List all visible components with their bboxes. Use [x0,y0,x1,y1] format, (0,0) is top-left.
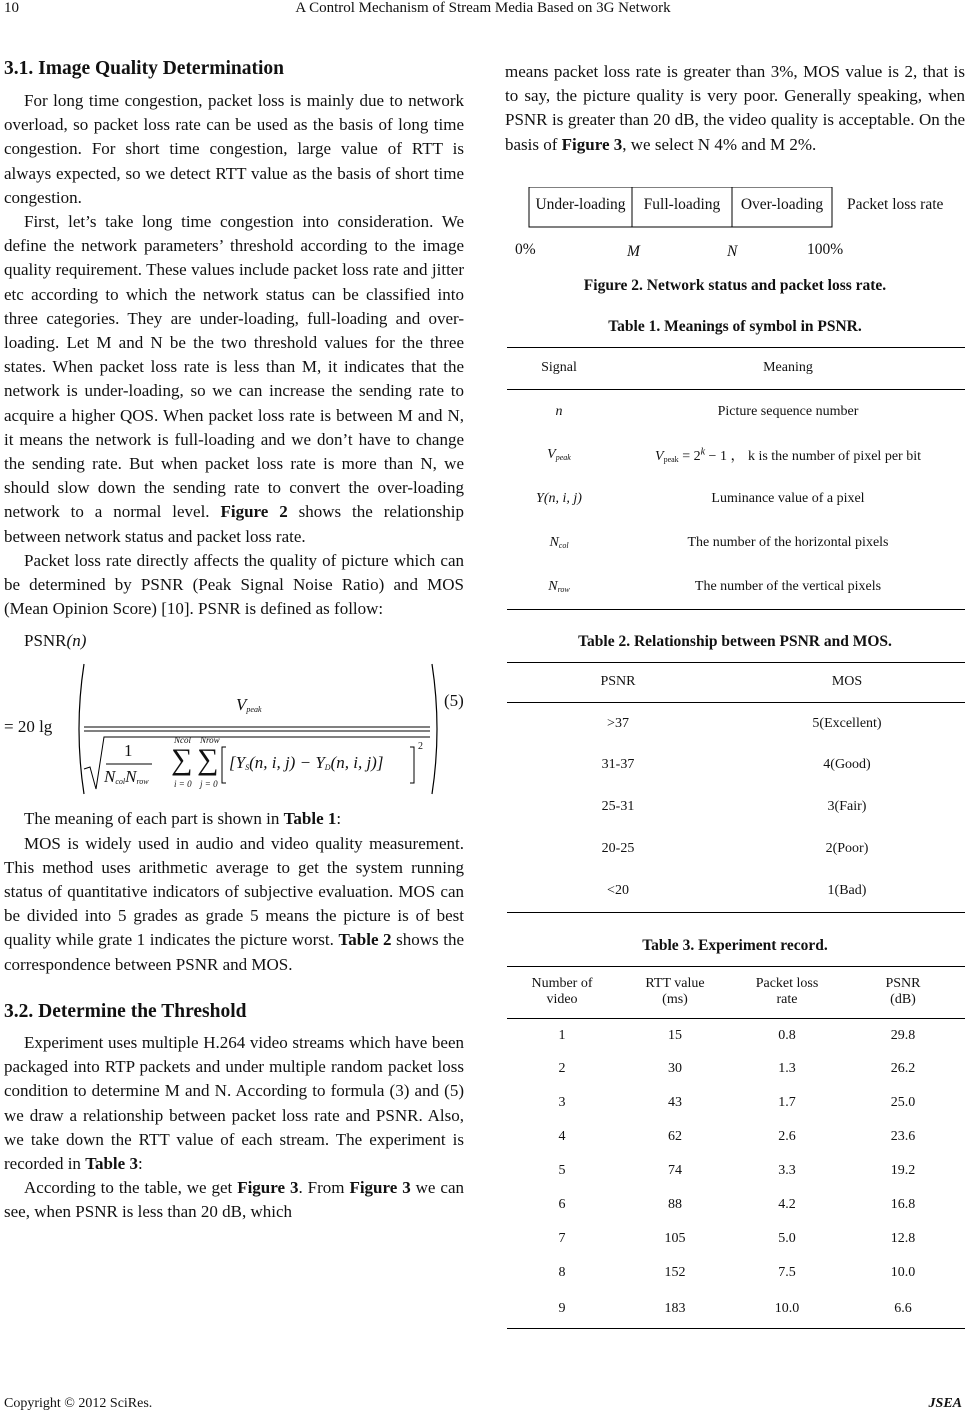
equation-number: (5) [444,691,464,711]
equation-numerator: $V_{peak}$ [236,695,262,715]
paragraph-long-time-congestion: For long time congestion, packet loss is mainly due to network overload, so packet loss rate can be used as the basis of long time congestion. For short time congestion, large value of RTT is always expected, so we detect RTT value as the basis of short time congestion. [4,91,464,207]
table-1 [507,347,965,610]
table-3-row: 8 152 7.5 10.0 [558,1265,916,1281]
figure-2-ref: Figure 2 [220,502,288,522]
tick-0-percent: 0% [515,240,536,258]
table-3-ref: Table 3 [85,1153,138,1173]
figure-2-caption: Figure 2. Network status and packet loss rate. [583,276,887,294]
table-1-caption: Table 1. Meanings of symbol in PSNR. [608,317,862,335]
table-2-row: >37 5(Excellent) [607,715,882,731]
table-1-ref: Table 1 [283,809,337,829]
table-3-header-psnr: PSNR (dB) [841,966,965,1018]
table-1-row: $V_{peak}$ $V_{peak} = 2^k - 1$ ， k is the number of pixel per bit [547,446,921,465]
table-2-caption: Table 2. Relationship between PSNR and MOS. [578,632,892,650]
table-3-row: 1 15 0.8 29.8 [558,1027,916,1043]
figure-3-ref-a: Figure 3 [237,1178,299,1198]
paragraph-experiment: Experiment uses multiple H.264 video streams which have been packaged into RTP packets and under multiple random packet loss condition to determine M and N. According to formula (3) and (5) we draw a relationship between packet loss rate and PSNR. Also, we take down the RTT value of each stream. The experiment is recorded in Table 3: [4,1032,464,1173]
table-3-row: 6 88 4.2 16.8 [558,1197,916,1213]
paragraph-psnr-intro: Packet loss rate directly affects the quality of picture which can be determined by PSNR (Peak Signal Noise Ratio) and MOS (Mean Opinion Score) [10]. PSNR is defined as follow: [4,550,464,619]
equation-square: 2 [418,741,423,753]
equation-brackets [4,659,464,799]
table-3-header-rtt: RTT value (ms) [617,966,733,1018]
figure-3-ref-b: Figure 3 [349,1178,411,1198]
sum-i-lower: i = 0 [174,779,192,790]
table-2-ref: Table 2 [338,930,392,950]
sum-i-sigma: ∑ [171,743,193,777]
table-1-row: $N_{col}$ The number of the horizontal pixels [549,535,889,551]
running-head [0,0,966,24]
table-3-row: 5 74 3.3 19.2 [558,1163,916,1179]
table-2 [507,662,965,913]
table-3-header-video: Number of video [507,966,617,1018]
table-1-header-meaning: Meaning [611,347,965,389]
table-1-header-signal: Signal [507,347,611,389]
table-2-row: 20-25 2(Poor) [601,841,869,857]
journal-abbreviation: JSEA [928,1396,962,1411]
equation-rhs [4,659,464,799]
table-3-row: 4 62 2.6 23.6 [558,1129,916,1145]
sum-j-upper: Nrow [200,735,220,746]
equation-term: [$Y_S(n$, i, $j) - Y_D(n$, i, j)] [229,753,384,773]
tick-n: N [727,242,738,260]
page-footer [4,1396,964,1412]
tick-m: M [627,242,640,260]
table-3-row: 7 105 5.0 12.8 [558,1231,916,1247]
running-title: A Control Mechanism of Stream Media Based on 3G Network [295,0,671,16]
table-2-header-mos: MOS [729,662,965,702]
copyright-notice: Copyright © 2012 SciRes. [4,1396,153,1411]
section-3-2-heading: 3.2. Determine the Threshold [4,1000,247,1022]
table-2-row: <20 1(Bad) [507,870,965,912]
table-3-header-loss: Packet loss rate [733,966,841,1018]
equation-5 [4,631,464,799]
figure-2 [505,187,965,267]
right-column [505,60,965,1329]
equation-one: 1 [124,741,133,761]
section-3-1-heading: 3.1. Image Quality Determination [4,58,285,79]
sum-i-upper: Ncol [174,735,192,746]
page-number: 10 [4,0,19,16]
table-1-row: n Picture sequence number [555,403,859,419]
figure-3-ref-c: Figure 3 [561,134,623,154]
table-3-row: 2 30 1.3 26.2 [558,1061,916,1077]
left-column [4,52,464,1225]
table-3-caption: Table 3. Experiment record. [642,936,828,954]
equation-denominator: $N_{col}N_{row}$ [104,767,149,787]
table-3-row: 3 43 1.7 25.0 [558,1095,916,1111]
table-1-row: Y(n, i, j) Luminance value of a pixel [536,491,865,507]
box-under-loading: Under-loading [535,195,626,213]
table-2-row: 25-31 3(Fair) [601,799,867,815]
paragraph-continued: means packet loss rate is greater than 3%, MOS value is 2, that is to say, the picture quality is very poor. Generally speaking, when PSNR is greater than 20 dB, the video quality is acceptable. On the basis of Figure 3, we select N 4% and M 2%. [505,62,965,154]
sum-j-sigma: ∑ [197,743,219,777]
paragraph-table1-pointer: The meaning of each part is shown in Table 1: [24,809,342,829]
table-1-row: $N_{row}$ The number of the vertical pixels [507,565,965,609]
table-3 [507,966,965,1329]
table-2-row: 31-37 4(Good) [601,757,871,773]
paragraph-threshold-definition: First, let’s take long time congestion into consideration. We define the network parameters’ threshold according to the image quality requirement. These values include packet loss rate and jitter etc according to which the network status can be classified into three categories. They are under-loading, full-loading and over-loading. Let M and N be the two threshold values for the three states. When packet loss rate is less than M, it indicates that the network is under-loading, so we can increase the sending rate to acquire a higher QOS. When packet loss rate is between M and N, it means the network is full-loading and we don’t have to change the sending rate. But when packet loss rate is more than N, we should slow down the sending rate to convert the over-loading network to a normal level. Figure 2 shows the relationship between network status and packet loss rate. [4,212,464,546]
box-over-loading: Over-loading [740,195,824,213]
paragraph-mos: MOS is widely used in audio and video quality measurement. This method uses arithmetic average to get the system running status of quantitative indicators of subjective evaluation. MOS can be divided into 5 grades as grade 5 means the picture is of best quality while grate 1 indicates the picture worst. Table 2 shows the correspondence between PSNR and MOS. [4,833,464,974]
paragraph-figure3: According to the table, we get Figure 3. From Figure 3 we can see, when PSNR is less than 20 dB, which [4,1178,464,1222]
tick-100-percent: 100% [807,240,844,258]
equation-prefix: = 20 lg [4,717,53,737]
equation-lhs: PSNR(n) [24,631,87,651]
table-3-row: 9 183 10.0 6.6 [507,1290,965,1328]
box-full-loading: Full-loading [643,195,721,213]
table-2-header-psnr: PSNR [507,662,729,702]
sum-j-lower: j = 0 [200,779,218,790]
axis-label-packet-loss-rate: Packet loss rate [847,195,944,213]
